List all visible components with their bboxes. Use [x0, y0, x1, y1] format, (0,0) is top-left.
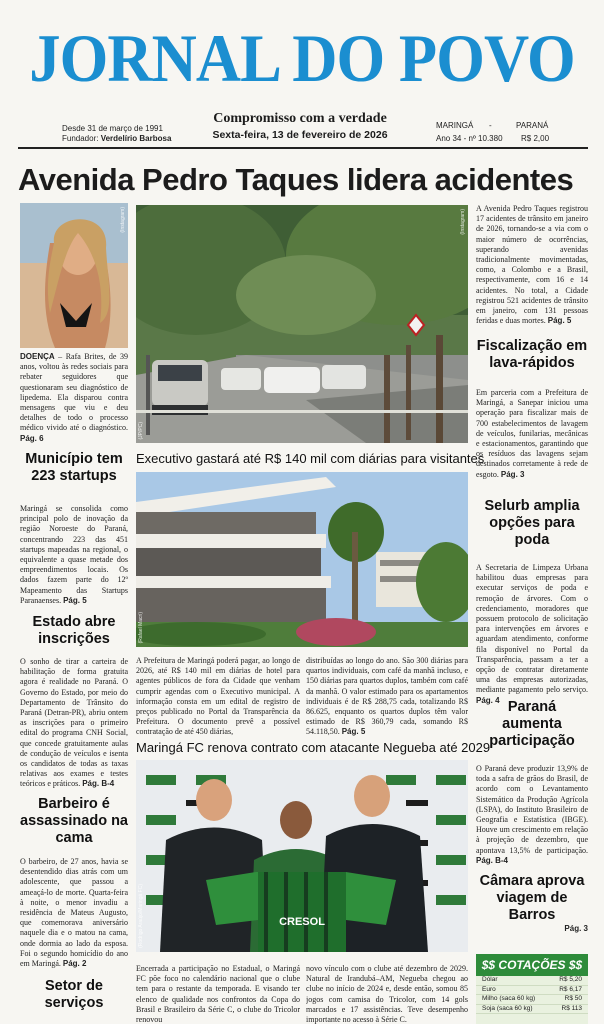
maringa-fc-text-col2: novo vínculo com o clube até dezembro de 2029. Natural de Irandubá–AM, Negueba chegou ao clube no início de 2024 e, desde então, somou 85 jogos com camisa do Tricolor, com 14 gols marcados e 17 assistências. Teve desempenho importante no acesso à Série C. [306, 964, 468, 1024]
dateline: Sexta-feira, 13 de fevereiro de 2026 [212, 129, 388, 141]
founder: Fundador: Verdelírio Barbosa [62, 134, 172, 143]
city: MARINGÁ [436, 121, 474, 130]
fiscalizacao-text: Em parceria com a Prefeitura de Maringá, a Sanepar iniciou uma operação para fiscalizar mais de 700 estabelecimentos de lavagem de veículos, funilarias, mecânicas e estacionamentos, garantindo que os resíduos das lavagens sejam destinados corretamente à rede de esgoto. Pág. 3 [476, 388, 588, 479]
parana-text: O Paraná deve produzir 13,9% de toda a safra de grãos do Brasil, de acordo com o Levantamento Sistemático da Produção Agrícola (LSPA), do Instituto Brasileiro de Geografia e Estatística (IBGE). Houve um crescimento em relação à projeção de dezembro, que apontava 13,5% de participação. Pág. B-4 [476, 764, 588, 865]
doenca-photo [20, 203, 128, 348]
avenida-photo-credit: (JP/PC) [138, 421, 144, 439]
executivo-text-col2: distribuídas ao longo do ano. São 300 diárias para quartos individuais, com café da manhã incluso, e 150 diárias para quartos duplos, também com café da manhã. O valor estimado para os apartamentos individuais é de R$ 288,75 cada, totalizando R$ 86.625, enquanto os quartos duplos têm valor estimado de R$ 360,79 cada, somando R$ 54.118,50. Pág. 5 [306, 656, 468, 737]
executivo-text-col1: A Prefeitura de Maringá poderá pagar, ao longo de 2026, até R$ 140 mil em diárias de hotel para agentes públicos de fora da Cidade que venham cumprir agendas com o Executivo municipal. A informação consta em um edital de registro de preços publicado no Portal da Transparência da Prefeitura. O documento prevê a possível contratação de até 450 diárias, [136, 656, 300, 737]
setor-title: Setor de serviços [44, 978, 104, 1011]
edition: Ano 34 - nº 10.380 [436, 134, 503, 143]
selurb-text: A Secretaria de Limpeza Urbana habilitou duas empresas para executar serviços de poda e remoção de árvores. Com o credenciamento, moradores que possuem protocolo de solicitação para intervenções em árvores e aguardam atendimento, conforme fila disponível no Portal da Transparência, passam a ter a opção de contratar diretamente uma das empresas autorizadas, mediante pagamento pelo serviço. Pág. 4 [476, 563, 588, 705]
barbeiro-text: O barbeiro, de 27 anos, havia se desentendido dias atrás com um adolescente, que passou a ameaçá-lo de morte. Quarta-feira à noite, o menor invadiu a residência de Mateus Augusto, que comemorava aniversário naquele dia e o matou na cama, onde dormia ao lado da esposa. Foi o segundo homicídio do ano em Maringá. Pág. 2 [20, 857, 128, 969]
cotacao-row: Dólar R$ 5,20 [476, 976, 588, 986]
fiscalizacao-title: Fiscalização em lava-rápidos [476, 338, 588, 371]
slogan: Compromisso com a verdade [213, 111, 387, 126]
municipio-text: Maringá se consolida como principal polo de inovação da região Noroeste do Paraná, concentrando 223 das 451 startups mapeadas na regional, o equivalente a quase metade dos empreendimentos locais. Os dados fazem parte do 12º Mapeamento das Startups Paranaenses. Pág. 5 [20, 504, 128, 605]
cotacoes-title: $$ COTAÇÕES $$ [476, 954, 588, 976]
camara-title: Câmara aprova viagem de Barros [479, 873, 585, 923]
maringa-fc-photo-credit: (Rodrigo Araújo/Maringá FC) [138, 884, 144, 948]
executivo-photo [136, 472, 468, 647]
cotacao-row: Euro R$ 6,17 [476, 986, 588, 996]
price: R$ 2,00 [521, 134, 550, 143]
doenca-photo-credit: (Instagram) [120, 207, 126, 233]
estado-text: O sonho de tirar a carteira de habilitação de forma gratuita agora é realidade no Paraná. O Governo do Estado, por meio do Departamento de Trânsito do Paraná (Detran-PR), abriu ontem as inscrições para o primeiro edital do programa CNH Social, que concede gratuitamente aulas de condução de veículos e isenta os candidatos de todas as taxas relativas aos exames e testes teóricos e práticos. Pág. B-4 [20, 657, 128, 789]
executivo-title: Executivo gastará até R$ 140 mil com diárias para visitantes [136, 451, 485, 466]
state: PARANÁ [516, 121, 549, 130]
selurb-title: Selurb amplia opções para poda [484, 498, 580, 548]
cotacao-row: Milho (saca 60 kg) R$ 50 [476, 995, 588, 1005]
camara-page: Pág. 3 [564, 924, 588, 933]
main-headline: Avenida Pedro Taques lidera acidentes [18, 162, 574, 197]
estado-title: Estado abre inscrições [32, 614, 116, 647]
since-date: Desde 31 de março de 1991 [62, 124, 163, 133]
masthead-rule [18, 147, 588, 149]
barbeiro-title: Barbeiro é assassinado na cama [20, 796, 128, 846]
jersey-sponsor: CRESOL [279, 916, 325, 928]
municipio-title: Município tem 223 startups [25, 451, 123, 484]
maringa-fc-photo [136, 760, 468, 952]
avenida-photo-credit-top: (Instagram) [460, 209, 466, 235]
executivo-photo-credit: (Rafael Macri) [138, 611, 144, 643]
parana-title: Paraná aumenta participação [489, 699, 575, 749]
masthead-title: JORNAL DO POVO [29, 20, 575, 96]
maringa-fc-title: Maringá FC renova contrato com atacante Negueba até 2029 [136, 740, 491, 755]
cotacao-row: Soja (saca 60 kg) R$ 113 [476, 1005, 588, 1015]
cotacoes-box [476, 954, 588, 1024]
avenida-photo [136, 205, 468, 443]
maringa-fc-text-col1: Encerrada a participação no Estadual, o Maringá FC põe foco no calendário nacional que o clube tem para o restante da temporada. E visando ter elenco de qualidade nos confrontos da Copa do Brasil e Brasileiro da Série C, o clube do Tricolor renovou [136, 964, 300, 1024]
doenca-text: DOENÇA – Rafa Brites, de 39 anos, voltou às redes sociais para rebater seguidores que questionaram seu diagnóstico de lipedema. Ela disparou contra mensagens que viu e deu detalhes de todo o processo médico vivido até o diagnóstico. Pág. 6 [20, 352, 128, 443]
city-dash: - [489, 121, 492, 130]
avenida-text: A Avenida Pedro Taques registrou 17 acidentes de trânsito em janeiro de 2026, tornando-se a via com o maior número de ocorrências, superando avenidas tradicionalmente movimentadas, como, a Colombo e a Brasil, respectivamente, com 16 e 14 acidentes. No total, a Cidade registrou 521 acidentes de trânsito em janeiro, com 131 pessoas feridas e duas mortes. Pág. 5 [476, 204, 588, 326]
